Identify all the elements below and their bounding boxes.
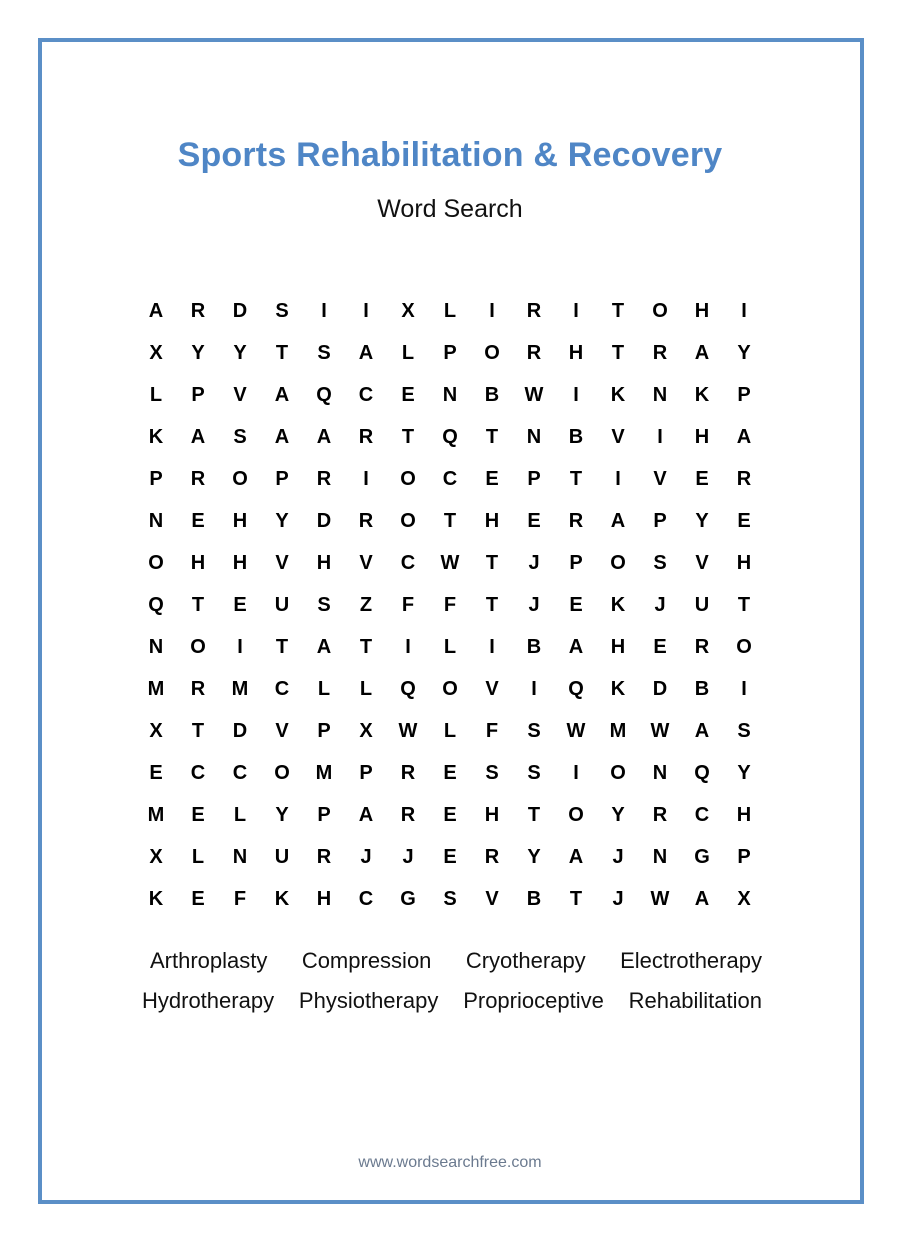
grid-cell[interactable]: C xyxy=(274,677,290,700)
grid-cell[interactable]: K xyxy=(148,425,164,448)
grid-cell[interactable]: I xyxy=(321,299,327,322)
grid-cell[interactable]: P xyxy=(443,341,457,364)
grid-cell[interactable]: T xyxy=(359,635,373,658)
grid-cell[interactable]: M xyxy=(315,761,333,784)
grid-cell[interactable]: E xyxy=(191,887,205,910)
grid-cell[interactable]: P xyxy=(653,509,667,532)
puzzle-subtitle: Word Search xyxy=(377,195,523,223)
grid-cell[interactable]: P xyxy=(275,467,289,490)
grid-cell[interactable]: I xyxy=(363,467,369,490)
word-item: Proprioceptive xyxy=(463,988,604,1013)
word-list-row-2 xyxy=(130,988,770,1014)
grid-cell[interactable]: A xyxy=(694,719,710,742)
grid-cell[interactable]: X xyxy=(737,887,751,910)
grid-cell[interactable]: T xyxy=(569,887,583,910)
grid-cell[interactable]: K xyxy=(610,383,626,406)
grid-cell[interactable]: N xyxy=(526,425,542,448)
grid-cell[interactable]: J xyxy=(612,887,624,910)
grid-cell[interactable]: S xyxy=(527,761,541,784)
grid-cell[interactable]: W xyxy=(398,719,418,742)
grid-cell[interactable]: Y xyxy=(191,341,205,364)
grid-cell[interactable]: S xyxy=(737,719,751,742)
grid-cell[interactable]: A xyxy=(274,425,290,448)
grid-cell[interactable]: N xyxy=(652,383,668,406)
grid-cell[interactable]: E xyxy=(233,593,247,616)
grid-cell[interactable]: I xyxy=(489,635,495,658)
grid-cell[interactable]: P xyxy=(359,761,373,784)
word-item: Compression xyxy=(301,948,432,973)
grid-cell[interactable]: A xyxy=(274,383,290,406)
grid-cell[interactable]: R xyxy=(190,677,206,700)
grid-cell[interactable]: H xyxy=(232,551,248,574)
grid-cell[interactable]: H xyxy=(568,341,584,364)
grid-cell[interactable]: D xyxy=(652,677,668,700)
grid-cell[interactable]: E xyxy=(191,803,205,826)
grid-cell[interactable]: F xyxy=(233,887,247,910)
grid-cell[interactable]: A xyxy=(190,425,206,448)
grid-cell[interactable]: L xyxy=(359,677,373,700)
grid-cell[interactable]: S xyxy=(317,593,331,616)
grid-cell[interactable]: R xyxy=(652,803,668,826)
grid-cell[interactable]: M xyxy=(609,719,627,742)
grid-cell[interactable]: G xyxy=(694,845,710,868)
grid-cell[interactable]: C xyxy=(358,887,374,910)
grid-cell[interactable]: H xyxy=(190,551,206,574)
grid-cell[interactable]: B xyxy=(526,887,542,910)
grid-cell[interactable]: T xyxy=(569,467,583,490)
grid-cell[interactable]: O xyxy=(400,509,416,532)
grid-cell[interactable]: R xyxy=(736,467,752,490)
grid-cell[interactable]: U xyxy=(694,593,710,616)
grid-cell[interactable]: Y xyxy=(275,803,289,826)
grid-cell[interactable]: L xyxy=(149,383,163,406)
grid-cell[interactable]: X xyxy=(149,341,163,364)
grid-cell[interactable]: L xyxy=(401,341,415,364)
grid-cell[interactable]: Z xyxy=(359,593,373,616)
grid-cell[interactable]: A xyxy=(316,425,332,448)
grid-cell[interactable]: R xyxy=(316,845,332,868)
grid-cell[interactable]: P xyxy=(737,383,751,406)
grid-cell[interactable]: J xyxy=(402,845,414,868)
grid-cell[interactable]: O xyxy=(190,635,206,658)
grid-cell[interactable]: T xyxy=(191,593,205,616)
grid-cell[interactable]: G xyxy=(400,887,416,910)
grid-cell[interactable]: E xyxy=(653,635,667,658)
grid-cell[interactable]: N xyxy=(442,383,458,406)
grid-cell[interactable]: P xyxy=(569,551,583,574)
grid-cell[interactable]: H xyxy=(484,803,500,826)
grid-cell[interactable]: T xyxy=(191,719,205,742)
grid-cell[interactable]: Q xyxy=(442,425,458,448)
grid-cell[interactable]: O xyxy=(232,467,248,490)
word-list-row-1 xyxy=(130,948,770,974)
grid-cell[interactable]: N xyxy=(232,845,248,868)
grid-cell[interactable]: D xyxy=(232,719,248,742)
grid-cell[interactable]: H xyxy=(694,299,710,322)
grid-cell[interactable]: Y xyxy=(695,509,709,532)
grid-cell[interactable]: S xyxy=(653,551,667,574)
grid-cell[interactable]: V xyxy=(275,719,289,742)
grid-cell[interactable]: M xyxy=(147,803,165,826)
grid-cell[interactable]: C xyxy=(358,383,374,406)
grid-cell[interactable]: Q xyxy=(694,761,710,784)
grid-cell[interactable]: T xyxy=(611,341,625,364)
grid-cell[interactable]: I xyxy=(573,299,579,322)
grid-cell[interactable]: P xyxy=(737,845,751,868)
grid-cell[interactable]: D xyxy=(232,299,248,322)
grid-cell[interactable]: J xyxy=(528,593,540,616)
grid-cell[interactable]: M xyxy=(147,677,165,700)
word-item: Cryotherapy xyxy=(465,948,586,973)
grid-cell[interactable]: O xyxy=(442,677,458,700)
grid-cell[interactable]: B xyxy=(526,635,542,658)
grid-cell[interactable]: C xyxy=(400,551,416,574)
grid-cell[interactable]: E xyxy=(569,593,583,616)
grid-cell[interactable]: W xyxy=(650,887,670,910)
grid-cell[interactable]: B xyxy=(568,425,584,448)
grid-cell[interactable]: N xyxy=(652,845,668,868)
grid-cell[interactable]: R xyxy=(358,425,374,448)
grid-cell[interactable]: L xyxy=(443,299,457,322)
grid-cell[interactable]: V xyxy=(695,551,709,574)
grid-cell[interactable]: V xyxy=(275,551,289,574)
grid-cell[interactable]: T xyxy=(485,551,499,574)
grid-cell[interactable]: K xyxy=(274,887,290,910)
grid-cell[interactable]: E xyxy=(443,803,457,826)
word-item: Hydrotherapy xyxy=(142,988,275,1013)
grid-cell[interactable]: H xyxy=(736,551,752,574)
grid-cell[interactable]: E xyxy=(443,845,457,868)
grid-cell[interactable]: V xyxy=(233,383,247,406)
grid-cell[interactable]: I xyxy=(741,677,747,700)
grid-cell[interactable]: P xyxy=(527,467,541,490)
grid-cell[interactable]: H xyxy=(316,551,332,574)
grid-cell[interactable]: J xyxy=(360,845,372,868)
grid-cell[interactable]: U xyxy=(274,593,290,616)
grid-cell[interactable]: S xyxy=(527,719,541,742)
grid-cell[interactable]: I xyxy=(237,635,243,658)
grid-cell[interactable]: E xyxy=(191,509,205,532)
grid-cell[interactable]: D xyxy=(316,509,332,532)
grid-cell[interactable]: E xyxy=(485,467,499,490)
grid-cell[interactable]: Q xyxy=(400,677,416,700)
grid-cell[interactable]: H xyxy=(232,509,248,532)
grid-cell[interactable]: Q xyxy=(568,677,584,700)
grid-cell[interactable]: P xyxy=(317,803,331,826)
grid-cell[interactable]: F xyxy=(401,593,415,616)
grid-cell[interactable]: N xyxy=(652,761,668,784)
grid-cell[interactable]: R xyxy=(484,845,500,868)
grid-cell[interactable]: X xyxy=(149,845,163,868)
grid-cell[interactable]: E xyxy=(443,761,457,784)
grid-cell[interactable]: E xyxy=(695,467,709,490)
word-item: Physiotherapy xyxy=(298,988,439,1013)
grid-cell[interactable]: C xyxy=(694,803,710,826)
grid-cell[interactable]: W xyxy=(524,383,544,406)
grid-cell[interactable]: T xyxy=(275,635,289,658)
grid-cell[interactable]: R xyxy=(358,509,374,532)
grid-cell[interactable]: A xyxy=(610,509,626,532)
grid-cell[interactable]: T xyxy=(401,425,415,448)
grid-cell[interactable]: R xyxy=(652,341,668,364)
puzzle-title: Sports Rehabilitation & Recovery xyxy=(177,136,723,174)
grid-cell[interactable]: O xyxy=(568,803,584,826)
grid-cell[interactable]: X xyxy=(359,719,373,742)
grid-cell[interactable]: T xyxy=(275,341,289,364)
grid-cell[interactable]: A xyxy=(568,635,584,658)
grid-cell[interactable]: K xyxy=(694,383,710,406)
grid-cell[interactable]: K xyxy=(148,887,164,910)
grid-cell[interactable]: Y xyxy=(527,845,541,868)
grid-cell[interactable]: F xyxy=(485,719,499,742)
grid-cell[interactable]: L xyxy=(317,677,331,700)
grid-cell[interactable]: N xyxy=(148,635,164,658)
grid-cell[interactable]: V xyxy=(485,887,499,910)
grid-cell[interactable]: V xyxy=(653,467,667,490)
grid-cell[interactable]: Q xyxy=(316,383,332,406)
grid-cell[interactable]: R xyxy=(400,803,416,826)
grid-cell[interactable]: I xyxy=(741,299,747,322)
grid-cell[interactable]: I xyxy=(531,677,537,700)
grid-cell[interactable]: H xyxy=(736,803,752,826)
grid-cell[interactable]: O xyxy=(148,551,164,574)
grid-cell[interactable]: S xyxy=(485,761,499,784)
grid-cell[interactable]: V xyxy=(359,551,373,574)
grid-cell[interactable]: A xyxy=(358,341,374,364)
grid-cell[interactable]: R xyxy=(190,299,206,322)
grid-cell[interactable]: Q xyxy=(148,593,164,616)
grid-cell[interactable]: S xyxy=(233,425,247,448)
grid-cell[interactable]: W xyxy=(650,719,670,742)
grid-cell[interactable]: F xyxy=(443,593,457,616)
grid-cell[interactable]: Y xyxy=(737,341,751,364)
grid-cell[interactable]: B xyxy=(694,677,710,700)
grid-cell[interactable]: H xyxy=(316,887,332,910)
word-item: Rehabilitation xyxy=(628,988,762,1013)
grid-cell[interactable]: C xyxy=(232,761,248,784)
grid-cell[interactable]: E xyxy=(149,761,163,784)
grid-cell[interactable]: K xyxy=(610,677,626,700)
grid-cell[interactable]: L xyxy=(443,719,457,742)
grid-cell[interactable]: C xyxy=(190,761,206,784)
grid-cell[interactable]: M xyxy=(231,677,249,700)
grid-cell[interactable]: P xyxy=(149,467,163,490)
grid-cell[interactable]: I xyxy=(573,383,579,406)
grid-cell[interactable]: A xyxy=(694,887,710,910)
grid-cell[interactable]: I xyxy=(489,299,495,322)
grid-cell[interactable]: X xyxy=(149,719,163,742)
letter-grid xyxy=(135,290,765,920)
grid-cell[interactable]: V xyxy=(485,677,499,700)
grid-cell[interactable]: B xyxy=(484,383,500,406)
grid-cell[interactable]: O xyxy=(274,761,290,784)
grid-cell[interactable]: X xyxy=(401,299,415,322)
grid-cell[interactable]: O xyxy=(610,551,626,574)
grid-cell[interactable]: E xyxy=(737,509,751,532)
grid-cell[interactable]: H xyxy=(694,425,710,448)
word-item: Arthroplasty xyxy=(150,948,268,973)
grid-cell[interactable]: A xyxy=(568,845,584,868)
grid-cell[interactable]: A xyxy=(148,299,164,322)
grid-cell[interactable]: T xyxy=(443,509,457,532)
grid-cell[interactable]: T xyxy=(611,299,625,322)
grid-cell[interactable]: T xyxy=(485,425,499,448)
grid-cell[interactable]: N xyxy=(148,509,164,532)
grid-cell[interactable]: J xyxy=(528,551,540,574)
grid-cell[interactable]: O xyxy=(400,467,416,490)
grid-cell[interactable]: R xyxy=(316,467,332,490)
grid-cell[interactable]: I xyxy=(615,467,621,490)
grid-cell[interactable]: V xyxy=(611,425,625,448)
grid-cell[interactable]: T xyxy=(485,593,499,616)
grid-cell[interactable]: I xyxy=(573,761,579,784)
grid-cell[interactable]: W xyxy=(440,551,460,574)
grid-cell[interactable]: Y xyxy=(611,803,625,826)
grid-cell[interactable]: C xyxy=(442,467,458,490)
grid-cell[interactable]: A xyxy=(358,803,374,826)
grid-cell[interactable]: S xyxy=(275,299,289,322)
grid-cell[interactable]: L xyxy=(233,803,247,826)
grid-cell[interactable]: J xyxy=(654,593,666,616)
grid-cell[interactable]: L xyxy=(191,845,205,868)
grid-cell[interactable]: J xyxy=(612,845,624,868)
grid-cell[interactable]: A xyxy=(736,425,752,448)
grid-cell[interactable]: I xyxy=(657,425,663,448)
grid-cell[interactable]: R xyxy=(526,299,542,322)
grid-cell[interactable]: Y xyxy=(275,509,289,532)
grid-cell[interactable]: R xyxy=(400,761,416,784)
grid-cell[interactable]: Y xyxy=(737,761,751,784)
grid-cell[interactable]: O xyxy=(736,635,752,658)
grid-cell[interactable]: R xyxy=(190,467,206,490)
grid-cell[interactable]: L xyxy=(443,635,457,658)
grid-cell[interactable]: S xyxy=(443,887,457,910)
grid-cell[interactable]: H xyxy=(484,509,500,532)
word-item: Electrotherapy xyxy=(620,948,762,973)
grid-cell[interactable]: T xyxy=(737,593,751,616)
grid-cell[interactable]: E xyxy=(527,509,541,532)
grid-cell[interactable]: R xyxy=(568,509,584,532)
grid-cell[interactable]: U xyxy=(274,845,290,868)
grid-cell[interactable]: T xyxy=(527,803,541,826)
grid-cell[interactable]: Y xyxy=(233,341,247,364)
grid-cell[interactable]: H xyxy=(610,635,626,658)
grid-cell[interactable]: W xyxy=(566,719,586,742)
grid-cell[interactable]: E xyxy=(401,383,415,406)
grid-cell[interactable]: I xyxy=(405,635,411,658)
grid-cell[interactable]: S xyxy=(317,341,331,364)
grid-cell[interactable]: O xyxy=(610,761,626,784)
grid-cell[interactable]: O xyxy=(652,299,668,322)
grid-cell[interactable]: R xyxy=(694,635,710,658)
grid-cell[interactable]: P xyxy=(317,719,331,742)
grid-cell[interactable]: R xyxy=(526,341,542,364)
footer-url[interactable]: www.wordsearchfree.com xyxy=(358,1154,542,1171)
grid-cell[interactable]: I xyxy=(363,299,369,322)
grid-cell[interactable]: O xyxy=(484,341,500,364)
grid-cell[interactable]: A xyxy=(316,635,332,658)
grid-cell[interactable]: P xyxy=(191,383,205,406)
grid-cell[interactable]: K xyxy=(610,593,626,616)
grid-cell[interactable]: A xyxy=(694,341,710,364)
